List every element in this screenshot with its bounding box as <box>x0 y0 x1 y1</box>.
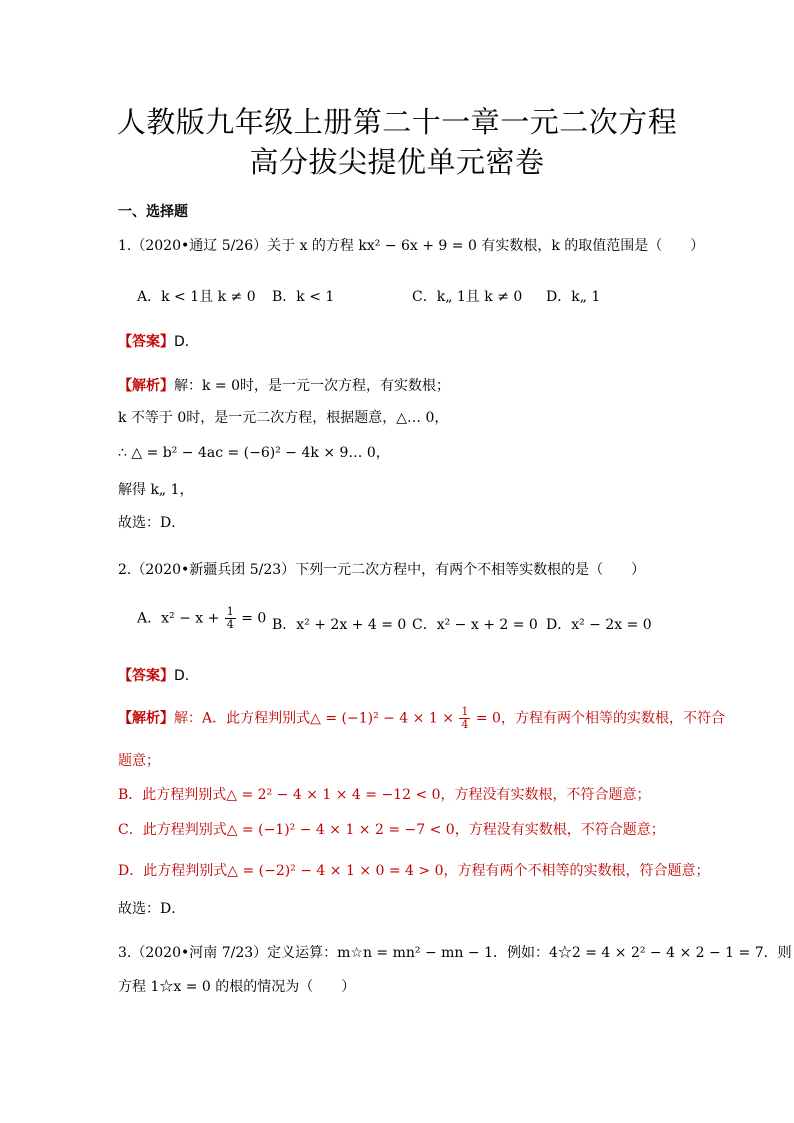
q2-conclusion: 故选：D． <box>118 901 186 917</box>
q2-analysis-a-cont: 题意； <box>118 753 160 769</box>
answer-label: 【答案】 <box>118 668 174 684</box>
analysis-a-pre: 解：A．此方程判别式△ = (−1)² − 4 × 1 × <box>174 710 454 727</box>
q2-answer <box>118 665 199 685</box>
answer-value: D． <box>174 334 199 350</box>
fraction <box>225 606 236 631</box>
q3-stem-line2: 方程 1☆x = 0 的根的情况为（ ） <box>118 979 356 995</box>
q1-option-d: D．k„ 1 <box>546 289 601 305</box>
q2-option-a-pre: A．x² − x + <box>137 610 220 627</box>
analysis-text: 解：k = 0时，是一元一次方程，有实数根； <box>174 378 451 394</box>
q2-option-a <box>137 606 266 631</box>
q2-option-c: C．x² − x + 2 = 0 <box>412 617 538 633</box>
fraction-numerator: 1 <box>461 705 469 718</box>
q1-stem: 1.（2020•通辽 5/26）关于 x 的方程 kx² − 6x + 9 = 0 有实数根，k 的取值范围是（ ） <box>118 238 705 254</box>
q1-analysis-line4: 解得 k„ 1， <box>118 482 194 498</box>
q2-analysis-c: C．此方程判别式△ = (−1)² − 4 × 1 × 2 = −7 < 0，方程没有实数根，不符合题意； <box>118 822 665 838</box>
page-title-line1: 人教版九年级上册第二十一章一元二次方程 <box>116 105 678 139</box>
q1-analysis-line5: 故选：D． <box>118 515 186 531</box>
q3-stem-line1: 3.（2020•河南 7/23）定义运算：m☆n = mn² − mn − 1．例如：4☆2 = 4 × 2² − 4 × 2 − 1 = 7．则 <box>118 945 792 961</box>
fraction <box>459 706 470 731</box>
q1-analysis-line3: ∴ △ = b² − 4ac = (−6)² − 4k × 9… 0， <box>118 445 390 461</box>
q1-analysis-line1 <box>118 375 450 395</box>
analysis-label: 【解析】 <box>118 378 174 394</box>
page-title-line2: 高分拔尖提优单元密卷 <box>249 145 545 179</box>
answer-label: 【答案】 <box>118 334 174 350</box>
q2-analysis-b: B．此方程判别式△ = 2² − 4 × 1 × 4 = −12 < 0，方程没有实数根，不符合题意； <box>118 787 651 803</box>
q2-analysis-a <box>118 706 725 731</box>
q1-option-c: C．k„ 1且 k ≠ 0 <box>412 289 523 305</box>
fraction-numerator: 1 <box>226 605 234 618</box>
fraction-denominator: 4 <box>226 618 234 631</box>
answer-value: D． <box>174 668 199 684</box>
analysis-label: 【解析】 <box>118 710 174 727</box>
q2-option-b: B．x² + 2x + 4 = 0 <box>272 617 407 633</box>
q2-stem: 2.（2020•新疆兵团 5/23）下列一元二次方程中，有两个不相等实数根的是（ ） <box>118 562 646 578</box>
q2-option-d: D．x² − 2x = 0 <box>546 617 652 633</box>
q2-option-a-post: = 0 <box>241 610 267 627</box>
fraction-denominator: 4 <box>461 718 469 731</box>
q2-analysis-d: D．此方程判别式△ = (−2)² − 4 × 1 × 0 = 4 > 0，方程有两个不相等的实数根，符合题意； <box>118 863 710 879</box>
q1-analysis-line2: k 不等于 0时，是一元二次方程，根据题意，△… 0， <box>118 410 449 426</box>
q1-option-a: A．k < 1且 k ≠ 0 <box>137 289 256 305</box>
q1-answer <box>118 331 199 351</box>
section-heading: 一、选择题 <box>118 204 188 220</box>
q1-option-b: B．k < 1 <box>272 289 335 305</box>
analysis-a-post: = 0，方程有两个相等的实数根，不符合 <box>475 710 725 727</box>
